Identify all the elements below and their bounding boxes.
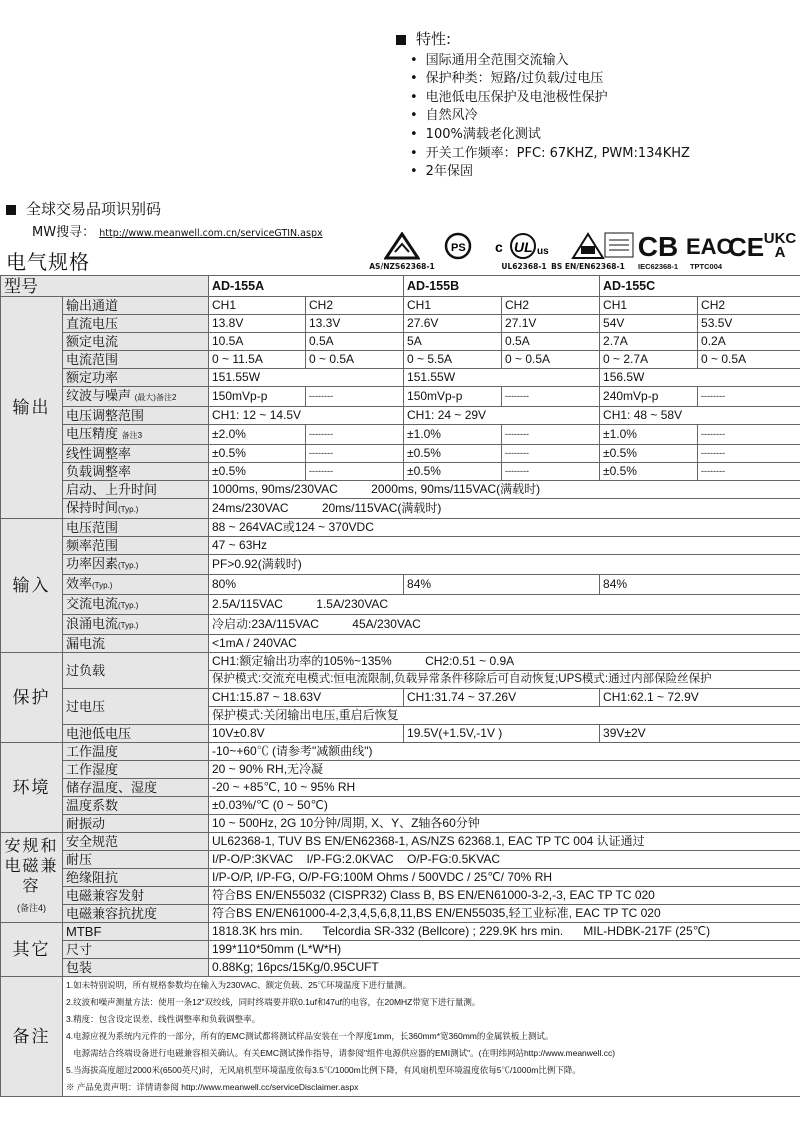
table-row [1, 333, 800, 351]
rcm-icon [384, 232, 420, 260]
category-output: 输出 [1, 297, 63, 519]
cert-logos [369, 230, 800, 272]
table-cell: 150mVp-p [404, 387, 502, 407]
table-cell: 0 ~ 0.5A [306, 351, 404, 369]
table-row [1, 595, 800, 615]
table-row [1, 797, 800, 815]
category-protection: 保护 [1, 653, 63, 743]
table-cell: I/P-O/P:3KVAC I/P-FG:2.0KVAC O/P-FG:0.5KVAC [209, 851, 800, 869]
table-cell: 24ms/230VAC 20ms/115VAC(满载时) [209, 499, 800, 519]
table-cell: -------- [502, 463, 600, 481]
row-label: 电压精度 备注3 [63, 425, 209, 445]
table-cell: 13.8V [209, 315, 306, 333]
table-row [1, 689, 800, 707]
table-cell: 10V±0.8V [209, 725, 404, 743]
table-row [1, 941, 800, 959]
table-row [1, 519, 800, 537]
table-cell: CH1:15.87 ~ 18.63V [209, 689, 404, 707]
table-row [1, 555, 800, 575]
table-row [1, 369, 800, 387]
table-cell: 151.55W [209, 369, 404, 387]
table-row [1, 463, 800, 481]
cb-cert: CB IEC62368-1 [637, 231, 679, 271]
table-cell: -10~+60℃ (请参考"减额曲线") [209, 743, 800, 761]
feature-item: • 电池低电压保护及电池极性保护 [410, 89, 690, 108]
table-cell: 0 ~ 2.7A [600, 351, 698, 369]
table-row [1, 315, 800, 333]
table-cell: -------- [306, 463, 404, 481]
table-cell: 54V [600, 315, 698, 333]
table-row [1, 923, 800, 941]
table-cell: 199*110*50mm (L*W*H) [209, 941, 800, 959]
table-row [1, 407, 800, 425]
table-cell: 13.3V [306, 315, 404, 333]
gtin-title: 全球交易品项识别码 [26, 200, 162, 218]
table-cell: 0 ~ 0.5A [698, 351, 800, 369]
table-cell: <1mA / 240VAC [209, 635, 800, 653]
table-cell: ±0.5% [404, 445, 502, 463]
table-row [1, 887, 800, 905]
row-label: 频率范围 [63, 537, 209, 555]
table-cell: -------- [502, 445, 600, 463]
table-cell: CH2 [306, 297, 404, 315]
table-cell: ±0.5% [209, 445, 306, 463]
note-line: 5.当海拔高度超过2000米(6500英尺)时，无风扇机型环境温度依每3.5℃/1000m比例下降，有风扇机型环境温度依每5℃/1000m比例下降。 [66, 1065, 581, 1075]
pse-cert [442, 232, 474, 262]
gtin-link[interactable]: http://www.meanwell.com.cn/serviceGTIN.aspx [99, 228, 323, 239]
row-label: 过电压 [63, 689, 209, 725]
table-cell: CH1: 12 ~ 14.5V [209, 407, 404, 425]
row-label: 效率(Typ.) [63, 575, 209, 595]
table-cell: 156.5W [600, 369, 800, 387]
table-cell: -------- [502, 425, 600, 445]
note-line: ※ 产品免责声明：详情请参阅 http://www.meanwell.cc/serviceDisclaimer.aspx [66, 1082, 359, 1092]
row-label: 工作湿度 [63, 761, 209, 779]
table-cell: 0 ~ 11.5A [209, 351, 306, 369]
table-cell: 10.5A [209, 333, 306, 351]
table-row [1, 833, 800, 851]
svg-text:PS: PS [451, 242, 466, 254]
table-cell: 保护模式:关闭输出电压,重启后恢复 [209, 707, 800, 725]
table-cell: UL62368-1, TUV BS EN/EN62368-1, AS/NZS 62368.1, EAC TP TC 004 认证通过 [209, 833, 800, 851]
table-cell: ±0.5% [209, 463, 306, 481]
table-cell: 1000ms, 90ms/230VAC 2000ms, 90ms/115VAC(满载时) [209, 481, 800, 499]
note-line: 电源需结合终端设备进行电磁兼容相关确认。有关EMC测试操作指导，请参阅"组件电源供应器的EMI测试"。(在明纬网站http://www.meanwell.cc) [66, 1048, 616, 1058]
table-cell: CH1 [404, 297, 502, 315]
header-row [1, 276, 800, 297]
spec-table [0, 275, 800, 1097]
table-row [1, 425, 800, 445]
row-label: 启动、上升时间 [63, 481, 209, 499]
table-cell: 0 ~ 5.5A [404, 351, 502, 369]
row-label: 功率因素(Typ.) [63, 555, 209, 575]
table-cell: -------- [306, 387, 404, 407]
features-title: 特性: [396, 30, 690, 49]
ul-cert: c UL us UL62368-1 [494, 232, 554, 262]
table-cell: 符合BS EN/EN55032 (CISPR32) Class B, BS EN/EN61000-3-2,-3, EAC TP TC 020 [209, 887, 800, 905]
table-cell: 27.1V [502, 315, 600, 333]
row-label: 线性调整率 [63, 445, 209, 463]
table-row [1, 387, 800, 407]
row-label: 绝缘阻抗 [63, 869, 209, 887]
table-cell: 84% [600, 575, 800, 595]
model-b: AD-155B [404, 276, 600, 297]
row-label: 电磁兼容发射 [63, 887, 209, 905]
table-cell: -------- [698, 463, 800, 481]
table-cell: 240mVp-p [600, 387, 698, 407]
features-block [396, 30, 690, 182]
table-row [1, 743, 800, 761]
svg-text:UL: UL [514, 239, 533, 255]
table-cell: 0.5A [502, 333, 600, 351]
table-cell: 2.5A/115VAC 1.5A/230VAC [209, 595, 800, 615]
table-cell: -------- [698, 425, 800, 445]
table-cell: CH1:31.74 ~ 37.26V [404, 689, 600, 707]
table-row [1, 635, 800, 653]
table-row [1, 297, 800, 315]
table-cell: 5A [404, 333, 502, 351]
row-label: 尺寸 [63, 941, 209, 959]
table-cell: 84% [404, 575, 600, 595]
row-label: 耐振动 [63, 815, 209, 833]
table-cell: PF>0.92(满载时) [209, 555, 800, 575]
table-cell: ±0.03%/℃ (0 ~ 50℃) [209, 797, 800, 815]
table-row [1, 575, 800, 595]
table-cell: 80% [209, 575, 404, 595]
note-line: 4.电源应视为系统内元件的一部分，所有的EMC测试都将测试样品安装在一个厚度1mm，长360mm*宽360mm的金属铁板上测试。 [66, 1031, 554, 1041]
table-row [1, 499, 800, 519]
row-label: 电压范围 [63, 519, 209, 537]
gtin-block [6, 198, 323, 240]
row-label: 负载调整率 [63, 463, 209, 481]
row-label: 电流范围 [63, 351, 209, 369]
table-cell: 27.6V [404, 315, 502, 333]
table-cell: CH1: 48 ~ 58V [600, 407, 800, 425]
row-label: 电磁兼容抗扰度 [63, 905, 209, 923]
table-row [1, 779, 800, 797]
table-cell: 20 ~ 90% RH,无冷凝 [209, 761, 800, 779]
feature-item: • 2年保固 [410, 163, 690, 182]
table-cell: 2.7A [600, 333, 698, 351]
table-row [1, 725, 800, 743]
table-cell: CH2 [502, 297, 600, 315]
table-cell: 1818.3K hrs min. Telcordia SR-332 (Bellcore) ; 229.9K hrs min. MIL-HDBK-217F (25℃) [209, 923, 800, 941]
row-label: 纹波与噪声 (最大)备注2 [63, 387, 209, 407]
table-row [1, 761, 800, 779]
table-cell: 88 ~ 264VAC或124 ~ 370VDC [209, 519, 800, 537]
category-safety-emc: 安规和电磁兼容 (备注4) [1, 833, 63, 923]
table-cell: ±1.0% [404, 425, 502, 445]
row-label: 耐压 [63, 851, 209, 869]
table-cell: 0.5A [306, 333, 404, 351]
table-cell: CH1: 24 ~ 29V [404, 407, 600, 425]
table-cell: 150mVp-p [209, 387, 306, 407]
tuv-icon [571, 232, 605, 260]
row-label: 温度系数 [63, 797, 209, 815]
ukca-cert: UKCA [763, 230, 797, 261]
notes-list [63, 977, 800, 1097]
table-cell: 0.2A [698, 333, 800, 351]
table-row [1, 869, 800, 887]
table-cell: -20 ~ +85℃, 10 ~ 95% RH [209, 779, 800, 797]
table-cell: 符合BS EN/EN61000-4-2,3,4,5,6,8,11,BS EN/EN55035,轻工业标准, EAC TP TC 020 [209, 905, 800, 923]
feature-item: • 开关工作频率：PFC: 67KHZ, PWM:134KHZ [410, 145, 690, 164]
feature-item: • 100%满载老化测试 [410, 126, 690, 145]
row-label: 电池低电压 [63, 725, 209, 743]
ul-icon [495, 232, 553, 260]
model-a: AD-155A [209, 276, 404, 297]
table-cell: 39V±2V [600, 725, 800, 743]
row-label: 浪涌电流(Typ.) [63, 615, 209, 635]
table-cell: I/P-O/P, I/P-FG, O/P-FG:100M Ohms / 500VDC / 25℃/ 70% RH [209, 869, 800, 887]
table-row [1, 537, 800, 555]
table-cell: ±1.0% [600, 425, 698, 445]
eac-cert: EAC TPTC004 [686, 234, 733, 271]
ce-cert: CE [728, 232, 765, 262]
row-label: 电压调整范围 [63, 407, 209, 425]
table-cell: 151.55W [404, 369, 600, 387]
feature-item: • 自然风冷 [410, 107, 690, 126]
rcm-cert: AS/NZS62368-1 [382, 232, 422, 262]
table-row [1, 851, 800, 869]
table-row [1, 905, 800, 923]
row-label: 额定功率 [63, 369, 209, 387]
row-label: 保持时间(Typ.) [63, 499, 209, 519]
table-cell: CH2 [698, 297, 800, 315]
table-cell: CH1 [209, 297, 306, 315]
note-line: 2.纹波和噪声测量方法：使用一条12"双绞线，同时终端要并联0.1uf和47uf的电容，在20MHZ带宽下进行量测。 [66, 997, 481, 1007]
table-cell: 0.88Kg; 16pcs/15Kg/0.95CUFT [209, 959, 800, 977]
table-cell: CH1:62.1 ~ 72.9V [600, 689, 800, 707]
table-row [1, 445, 800, 463]
table-cell: -------- [698, 445, 800, 463]
table-cell: -------- [306, 425, 404, 445]
tuv-badge [604, 232, 634, 260]
row-label: MTBF [63, 923, 209, 941]
notes-row [1, 977, 800, 1097]
section-title: 电气规格 [6, 250, 90, 274]
svg-text:us: us [537, 246, 549, 257]
svg-text:c: c [495, 239, 503, 255]
feature-item: • 保护种类：短路/过负载/过电压 [410, 70, 690, 89]
category-environment: 环境 [1, 743, 63, 833]
table-cell: ±2.0% [209, 425, 306, 445]
table-cell: -------- [698, 387, 800, 407]
table-cell: CH1:额定输出功率的105%~135% CH2:0.51 ~ 0.9A [209, 653, 800, 671]
row-label: 安全规范 [63, 833, 209, 851]
table-row [1, 615, 800, 635]
row-label: 包装 [63, 959, 209, 977]
row-label: 过负载 [63, 653, 209, 689]
note-line: 1.如未特别说明，所有规格参数均在输入为230VAC、额定负载、25℃环境温度下进行量测。 [66, 980, 412, 990]
table-cell: 19.5V(+1.5V,-1V ) [404, 725, 600, 743]
row-label: 交流电流(Typ.) [63, 595, 209, 615]
table-cell: ±0.5% [404, 463, 502, 481]
feature-item: • 国际通用全范围交流输入 [410, 52, 690, 71]
pse-icon [442, 232, 474, 260]
model-c: AD-155C [600, 276, 800, 297]
table-cell: 53.5V [698, 315, 800, 333]
category-input: 输入 [1, 519, 63, 653]
table-cell: 0 ~ 0.5A [502, 351, 600, 369]
table-cell: -------- [502, 387, 600, 407]
features-list [396, 52, 690, 182]
table-cell: ±0.5% [600, 463, 698, 481]
table-row [1, 815, 800, 833]
table-cell: ±0.5% [600, 445, 698, 463]
table-cell: 保护模式:交流充电模式:恒电流限制,负载异常条件移除后可自动恢复;UPS模式:通过内部保险丝保护 [209, 671, 800, 689]
model-label: 型号 [1, 276, 209, 297]
table-cell: CH1 [600, 297, 698, 315]
gtin-search-label: MW搜寻： [32, 225, 96, 240]
row-label: 直流电压 [63, 315, 209, 333]
tuv-badge-icon [604, 232, 634, 258]
table-row [1, 959, 800, 977]
table-cell: 10 ~ 500Hz, 2G 10分钟/周期, X、Y、Z轴各60分钟 [209, 815, 800, 833]
table-row [1, 481, 800, 499]
category-notes: 备注 [1, 977, 63, 1097]
table-row [1, 653, 800, 671]
row-label: 储存温度、湿度 [63, 779, 209, 797]
table-cell: -------- [306, 445, 404, 463]
row-label: 工作温度 [63, 743, 209, 761]
table-cell: 冷启动:23A/115VAC 45A/230VAC [209, 615, 800, 635]
note-line: 3.精度：包含设定误差、线性调整率和负载调整率。 [66, 1014, 261, 1024]
table-cell: 47 ~ 63Hz [209, 537, 800, 555]
row-label: 输出通道 [63, 297, 209, 315]
tuv-cert: BS EN/EN62368-1 [570, 232, 606, 262]
row-label: 额定电流 [63, 333, 209, 351]
category-others: 其它 [1, 923, 63, 977]
row-label: 漏电流 [63, 635, 209, 653]
table-row [1, 351, 800, 369]
